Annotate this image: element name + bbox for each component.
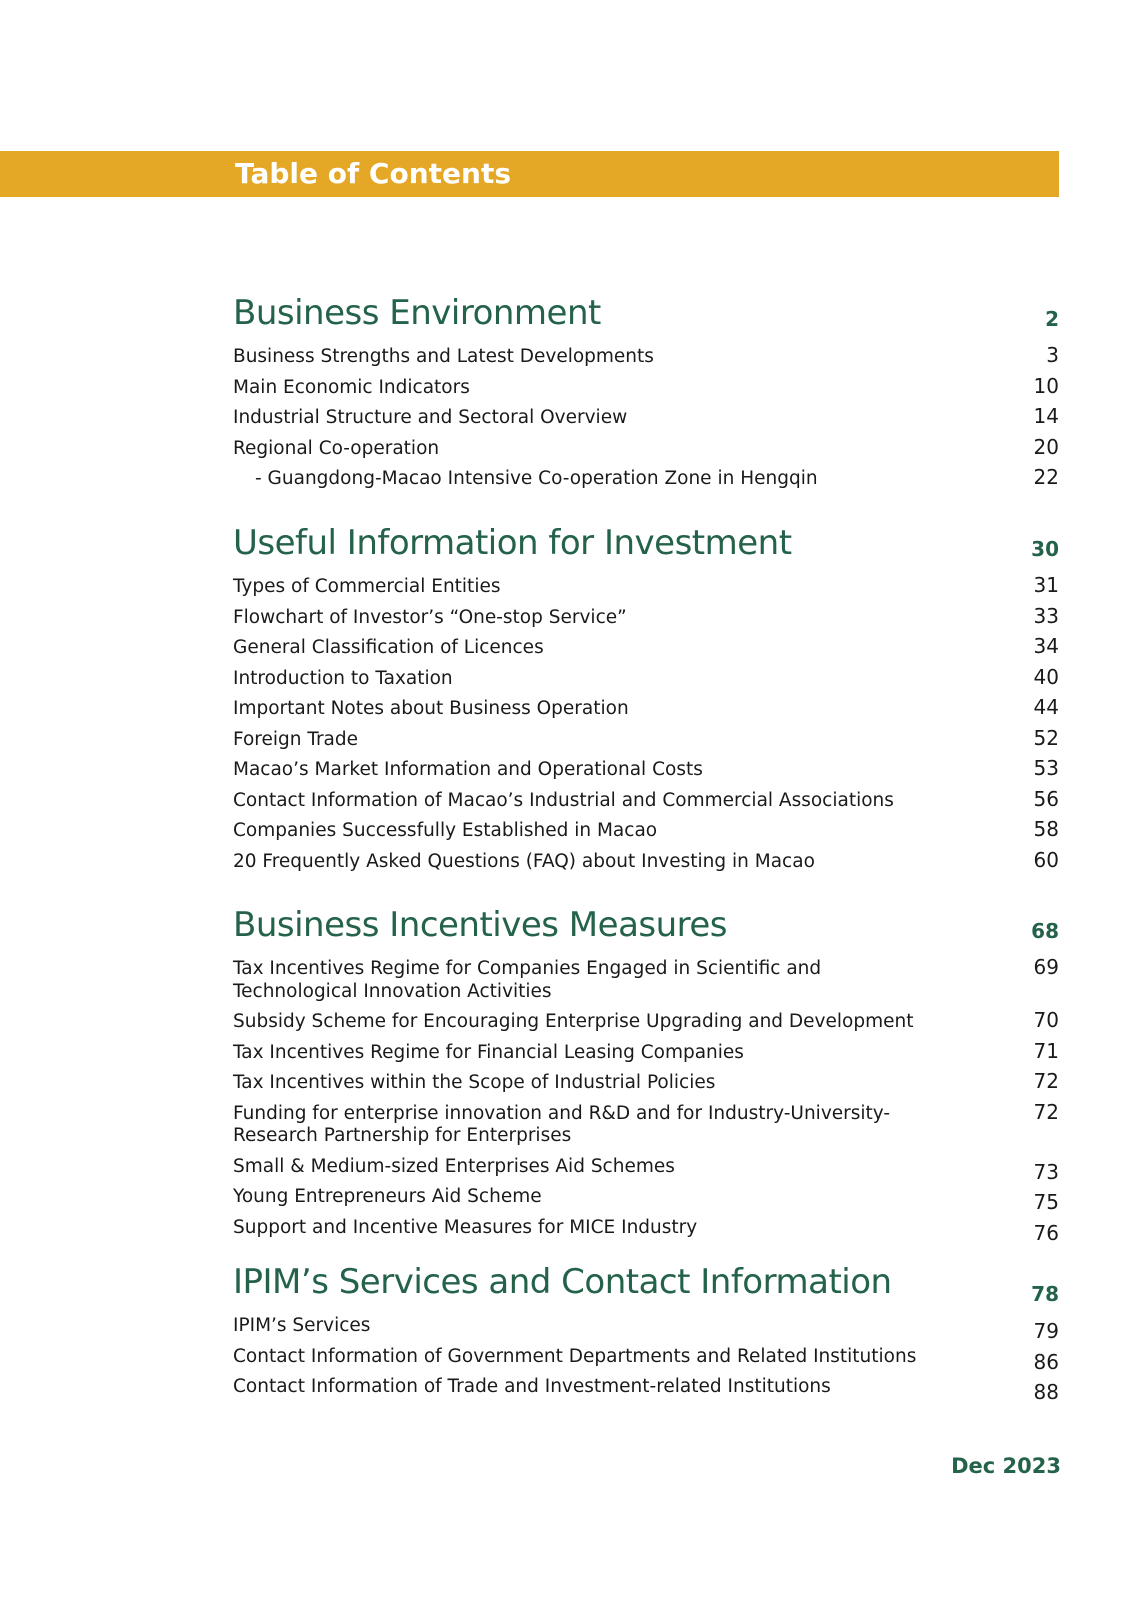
toc-entry-page: 14 — [1033, 404, 1059, 428]
toc-banner — [0, 151, 1059, 197]
toc-entry[interactable] — [233, 1153, 1059, 1184]
toc-entry[interactable] — [233, 1183, 1059, 1214]
toc-entry-page: 44 — [1033, 695, 1059, 719]
toc-entry[interactable] — [233, 726, 1059, 757]
section-heading[interactable] — [233, 1262, 1059, 1312]
toc-entry-page: 52 — [1033, 725, 1059, 750]
section-title[interactable]: Business Environment — [233, 293, 601, 333]
toc-entry[interactable] — [233, 404, 1059, 435]
toc-entry-label[interactable]: Macao’s Market Information and Operational Costs — [233, 759, 703, 780]
page-title: Table of Contents — [235, 157, 512, 190]
toc-entry-page: 72 — [1033, 1069, 1059, 1093]
section-page-number: 30 — [1031, 537, 1059, 561]
section-page-number: 2 — [1045, 307, 1059, 331]
toc-entry-page: 40 — [1033, 664, 1059, 689]
section-heading[interactable] — [233, 523, 1059, 573]
toc-entry-label[interactable]: Funding for enterprise innovation and R&D and for Industry-University-Research Partnership for Enterprises — [233, 1102, 891, 1146]
section-heading[interactable] — [233, 905, 1059, 955]
toc-entry[interactable] — [233, 634, 1059, 665]
toc-entry[interactable] — [233, 1100, 1059, 1153]
toc-entry-page: 53 — [1033, 756, 1059, 780]
toc-entry-label[interactable]: Industrial Structure and Sectoral Overview — [233, 407, 628, 428]
toc-entry-page: 75 — [1033, 1190, 1059, 1214]
section-heading[interactable] — [233, 293, 1059, 343]
toc-entry[interactable] — [233, 1373, 1059, 1404]
toc-entry-label[interactable]: Tax Incentives Regime for Companies Engaged in Scientific and Technological Innovation Activities — [233, 958, 822, 1002]
toc-entry[interactable] — [233, 1069, 1059, 1100]
toc-entry-label[interactable]: Important Notes about Business Operation — [233, 698, 629, 719]
toc-entry-label[interactable]: Regional Co-operation — [233, 437, 440, 459]
toc-entry-label[interactable]: IPIM’s Services — [233, 1315, 371, 1336]
section-title[interactable]: Useful Information for Investment — [233, 523, 792, 563]
toc-entry-page: 76 — [1033, 1220, 1059, 1245]
toc-entry-label[interactable]: Tax Incentives within the Scope of Industrial Policies — [233, 1072, 716, 1093]
toc-entry-label[interactable]: Small & Medium-sized Enterprises Aid Schemes — [233, 1155, 675, 1177]
toc-entry-label[interactable]: Companies Successfully Established in Macao — [233, 820, 658, 841]
section-page-number: 78 — [1031, 1282, 1059, 1306]
toc-entry-page: 31 — [1033, 573, 1059, 597]
toc-entry[interactable] — [233, 756, 1059, 787]
toc-entry-page: 3 — [1046, 343, 1059, 367]
toc-entry-label[interactable]: Contact Information of Macao’s Industrial and Commercial Associations — [233, 789, 894, 811]
toc-entry-page: 22 — [1033, 465, 1059, 489]
toc-entry-label[interactable]: Young Entrepreneurs Aid Scheme — [233, 1186, 542, 1207]
toc-entry-page: 72 — [1033, 1099, 1059, 1124]
toc-entry[interactable] — [233, 573, 1059, 604]
toc-entry-page: 20 — [1033, 434, 1059, 459]
toc-entry-page: 58 — [1033, 817, 1059, 841]
toc-entry-page: 69 — [1033, 955, 1059, 979]
toc-entry-label[interactable]: Types of Commercial Entities — [233, 576, 501, 597]
toc-subentry[interactable] — [233, 465, 1059, 496]
toc-entry-page: 10 — [1033, 373, 1059, 398]
toc-entry-page: 71 — [1033, 1038, 1059, 1063]
toc-entry[interactable] — [233, 787, 1059, 818]
toc-entry[interactable] — [233, 848, 1059, 879]
toc-entry[interactable] — [233, 374, 1059, 405]
section-title[interactable]: Business Incentives Measures — [233, 905, 728, 945]
toc-entry-page: 86 — [1033, 1349, 1059, 1374]
toc-entry-label[interactable]: Main Economic Indicators — [233, 376, 470, 398]
toc-section-ipim-services — [233, 1262, 1059, 1404]
toc-entry-page: 70 — [1033, 1008, 1059, 1032]
toc-entry[interactable] — [233, 695, 1059, 726]
toc-entry[interactable] — [233, 343, 1059, 374]
toc-entry-page: 34 — [1033, 634, 1059, 658]
toc-entry[interactable] — [233, 955, 1059, 1008]
section-page-number: 68 — [1031, 919, 1059, 943]
toc-entry-label[interactable]: Contact Information of Trade and Investment-related Institutions — [233, 1376, 831, 1397]
toc-entry-page: 79 — [1033, 1319, 1059, 1343]
section-title[interactable]: IPIM’s Services and Contact Information — [233, 1262, 892, 1302]
toc-entry-page: 33 — [1033, 603, 1059, 628]
toc-entry-label[interactable]: Flowchart of Investor’s “One-stop Service” — [233, 606, 627, 628]
toc-entry[interactable] — [233, 1343, 1059, 1374]
toc-section-useful-information — [233, 523, 1059, 878]
toc-entry[interactable] — [233, 817, 1059, 848]
toc-entry[interactable] — [233, 1312, 1059, 1343]
toc-entry[interactable] — [233, 604, 1059, 635]
toc-entry-label[interactable]: Contact Information of Government Departments and Related Institutions — [233, 1345, 917, 1367]
toc-entry[interactable] — [233, 1039, 1059, 1070]
toc-entry-page: 56 — [1033, 786, 1059, 811]
toc-entry-label[interactable]: General Classification of Licences — [233, 637, 544, 658]
toc-entry-label[interactable]: 20 Frequently Asked Questions (FAQ) about Investing in Macao — [233, 850, 815, 872]
toc-entry[interactable] — [233, 435, 1059, 466]
toc-entry-page: 73 — [1033, 1159, 1059, 1184]
publication-date: Dec 2023 — [951, 1454, 1061, 1478]
toc-entry-label[interactable]: Business Strengths and Latest Developments — [233, 346, 654, 367]
toc-entry-label[interactable]: Support and Incentive Measures for MICE Industry — [233, 1216, 698, 1238]
toc-entry-label[interactable]: Foreign Trade — [233, 728, 359, 750]
toc-entry-label[interactable]: Subsidy Scheme for Encouraging Enterprise Upgrading and Development — [233, 1011, 914, 1032]
toc-entry[interactable] — [233, 1008, 1059, 1039]
toc-entry[interactable] — [233, 1214, 1059, 1245]
toc-entry-page: 60 — [1033, 847, 1059, 872]
toc-section-business-incentives — [233, 905, 1059, 1244]
toc-entry-page: 88 — [1033, 1380, 1059, 1404]
toc-section-business-environment — [233, 293, 1059, 496]
toc-entry-label[interactable]: - Guangdong-Macao Intensive Co-operation Zone in Hengqin — [255, 468, 818, 489]
toc-entry-label[interactable]: Tax Incentives Regime for Financial Leasing Companies — [233, 1041, 744, 1063]
toc-entry-label[interactable]: Introduction to Taxation — [233, 667, 453, 689]
toc-entry[interactable] — [233, 665, 1059, 696]
